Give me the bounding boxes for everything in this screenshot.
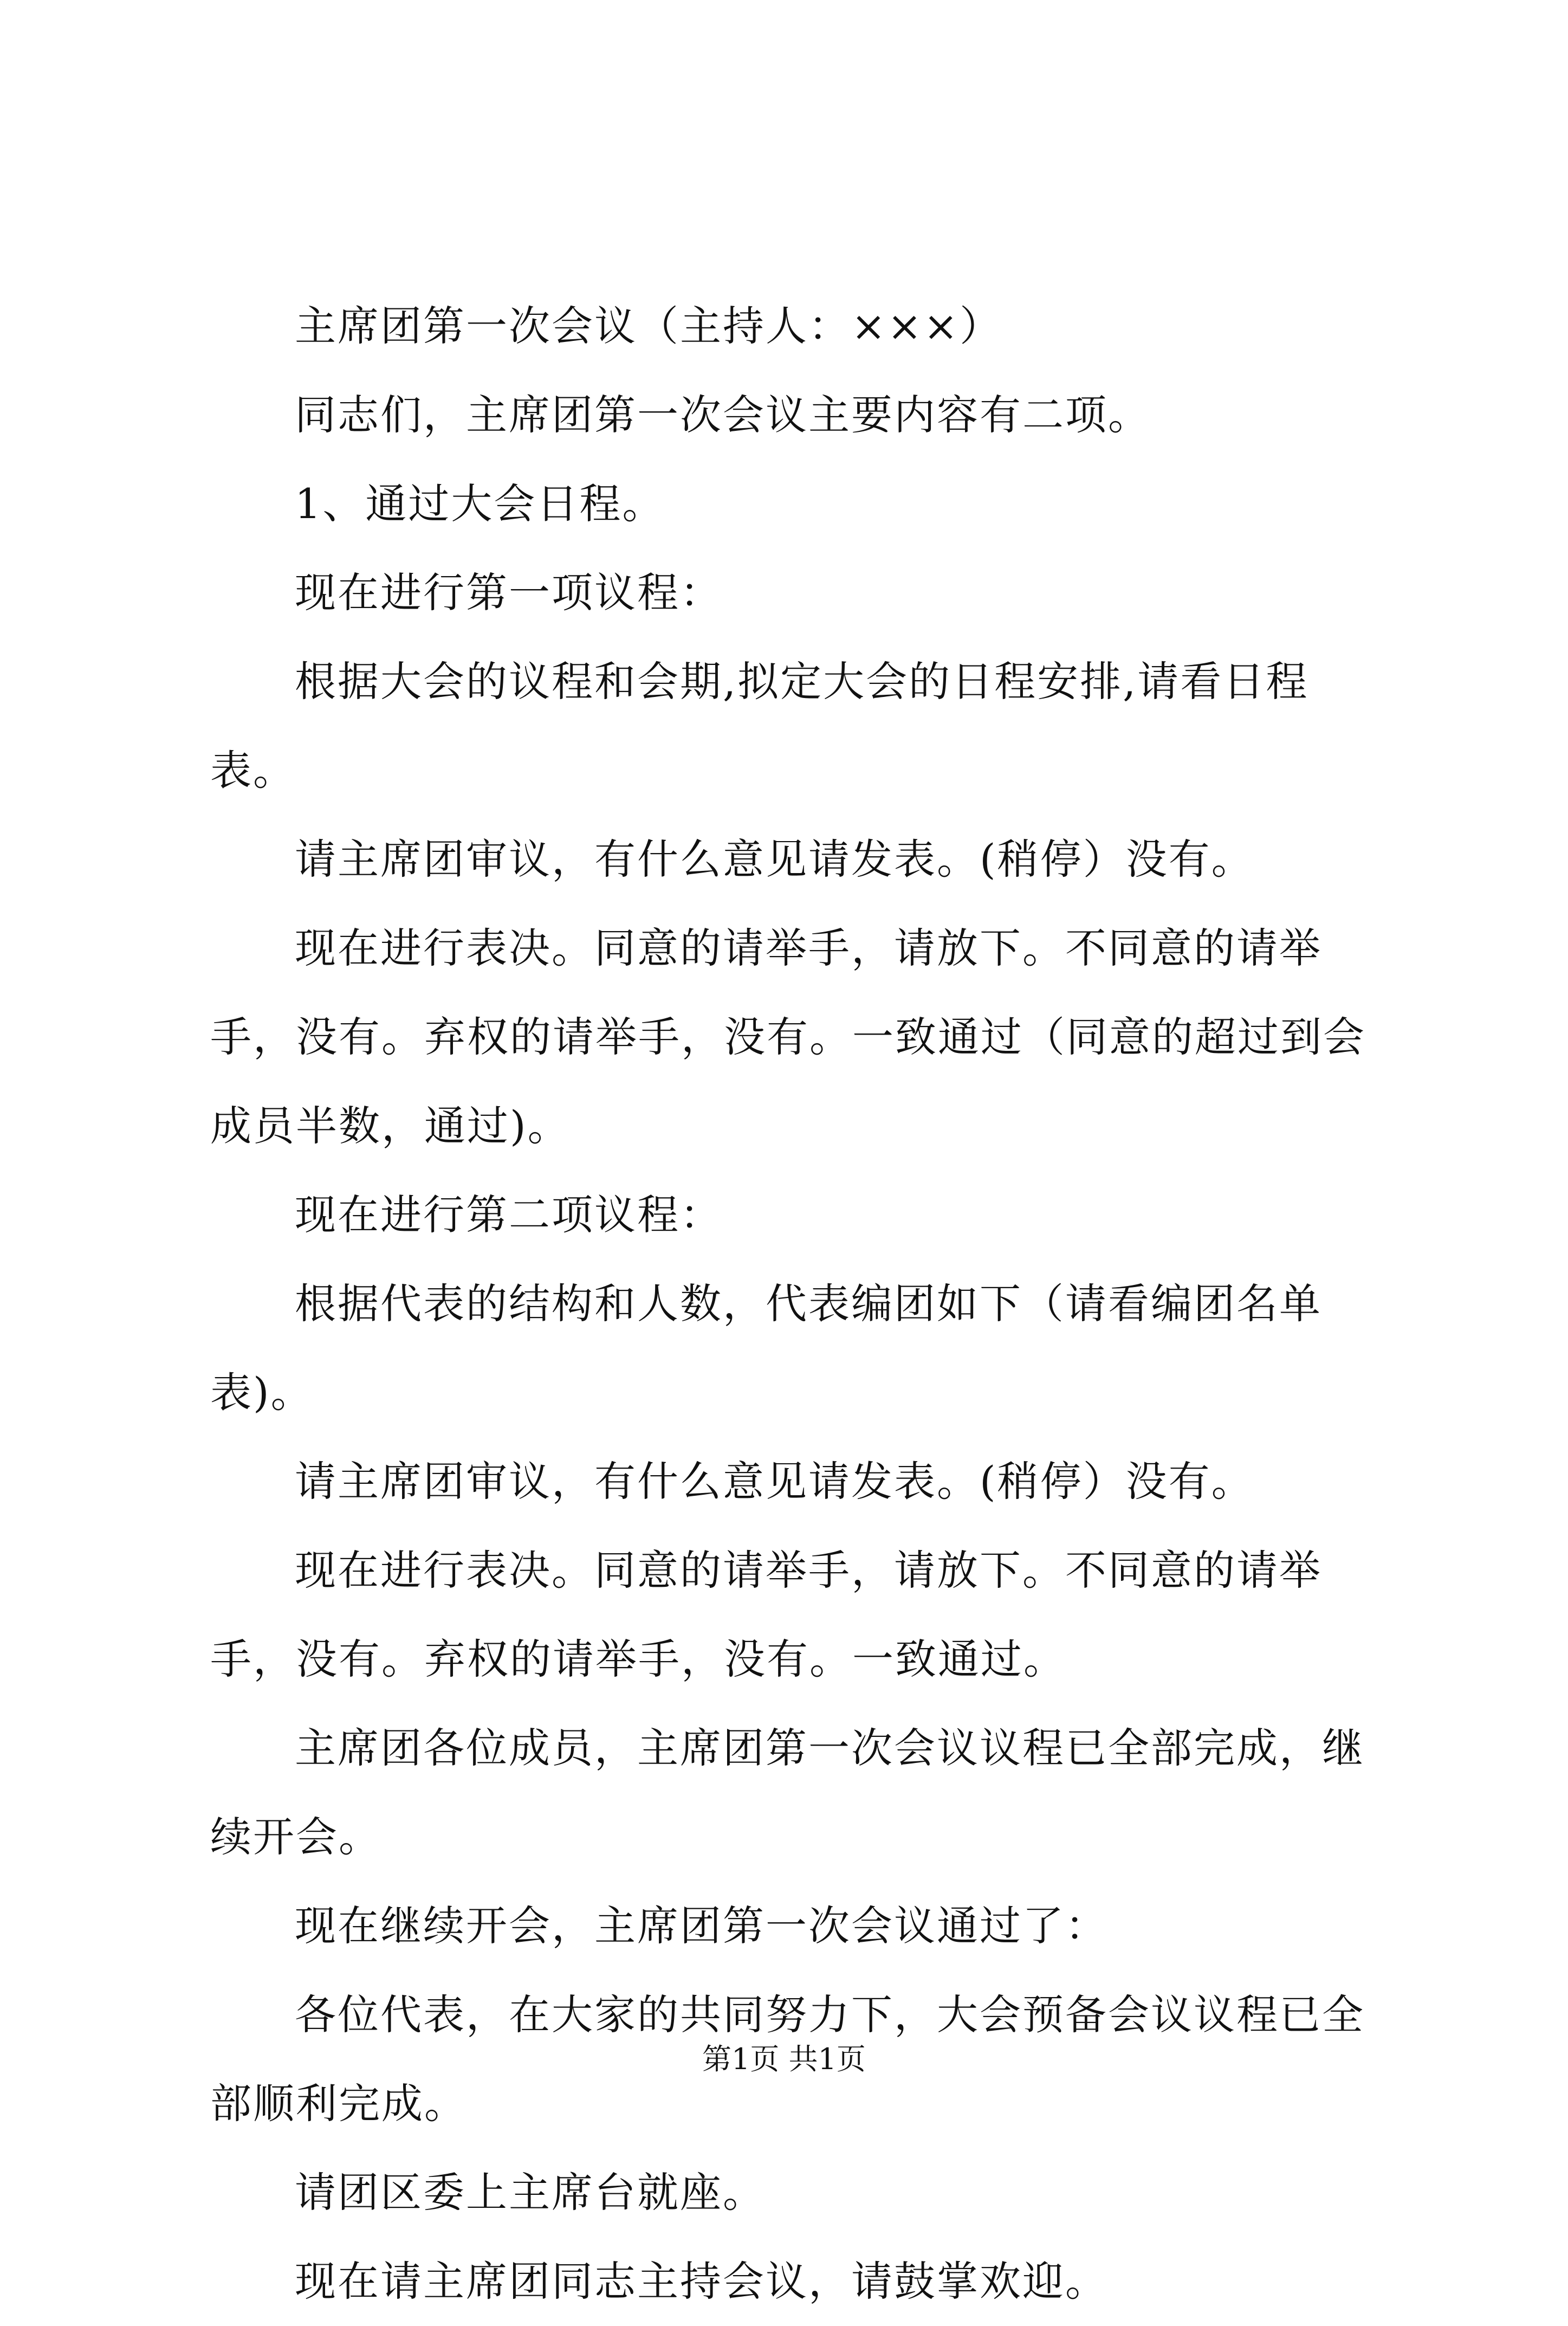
paragraph-intro: 同志们，主席团第一次会议主要内容有二项。 [295,391,1151,439]
paragraph-seating: 请团区委上主席台就座。 [295,2168,766,2217]
paragraph-first-agenda: 现在进行第一项议程： [295,568,723,617]
paragraph-second-agenda: 现在进行第二项议程： [295,1191,723,1239]
paragraph-continue: 现在继续开会，主席团第一次会议通过了： [295,1902,1108,1950]
page-number-footer: 第1页 共1页 [702,2042,866,2076]
paragraph-review-one: 请主席团审议，有什么意见请发表。(稍停）没有。 [295,835,1254,883]
paragraph-vote-two: 现在进行表决。同意的请举手，请放下。不同意的请举手，没有。弃权的请举手，没有。一致通过。 [210,1546,1322,1683]
paragraph-vote-one: 现在进行表决。同意的请举手，请放下。不同意的请举手，没有。弃权的请举手，没有。一致通过（同意的超过到会成员半数，通过)。 [210,924,1366,1150]
paragraph-welcome: 现在请主席团同志主持会议，请鼓掌欢迎。 [295,2257,1108,2305]
paragraph-delegation: 根据代表的结构和人数，代表编团如下（请看编团名单表)。 [210,1280,1322,1417]
paragraph-delegates: 各位代表，在大家的共同努力下，大会预备会议议程已全部顺利完成。 [210,1991,1365,2128]
paragraph-presidium-complete: 主席团各位成员，主席团第一次会议议程已全部完成，继续开会。 [210,1724,1365,1861]
paragraph-meeting-heading: 主席团第一次会议（主持人：×××） [295,302,1003,350]
paragraph-item-one: 1、通过大会日程。 [295,480,665,528]
paragraph-schedule: 根据大会的议程和会期,拟定大会的日程安排,请看日程表。 [210,657,1309,794]
paragraph-review-two: 请主席团审议，有什么意见请发表。(稍停）没有。 [295,1457,1254,1506]
document-body [210,282,1372,2326]
